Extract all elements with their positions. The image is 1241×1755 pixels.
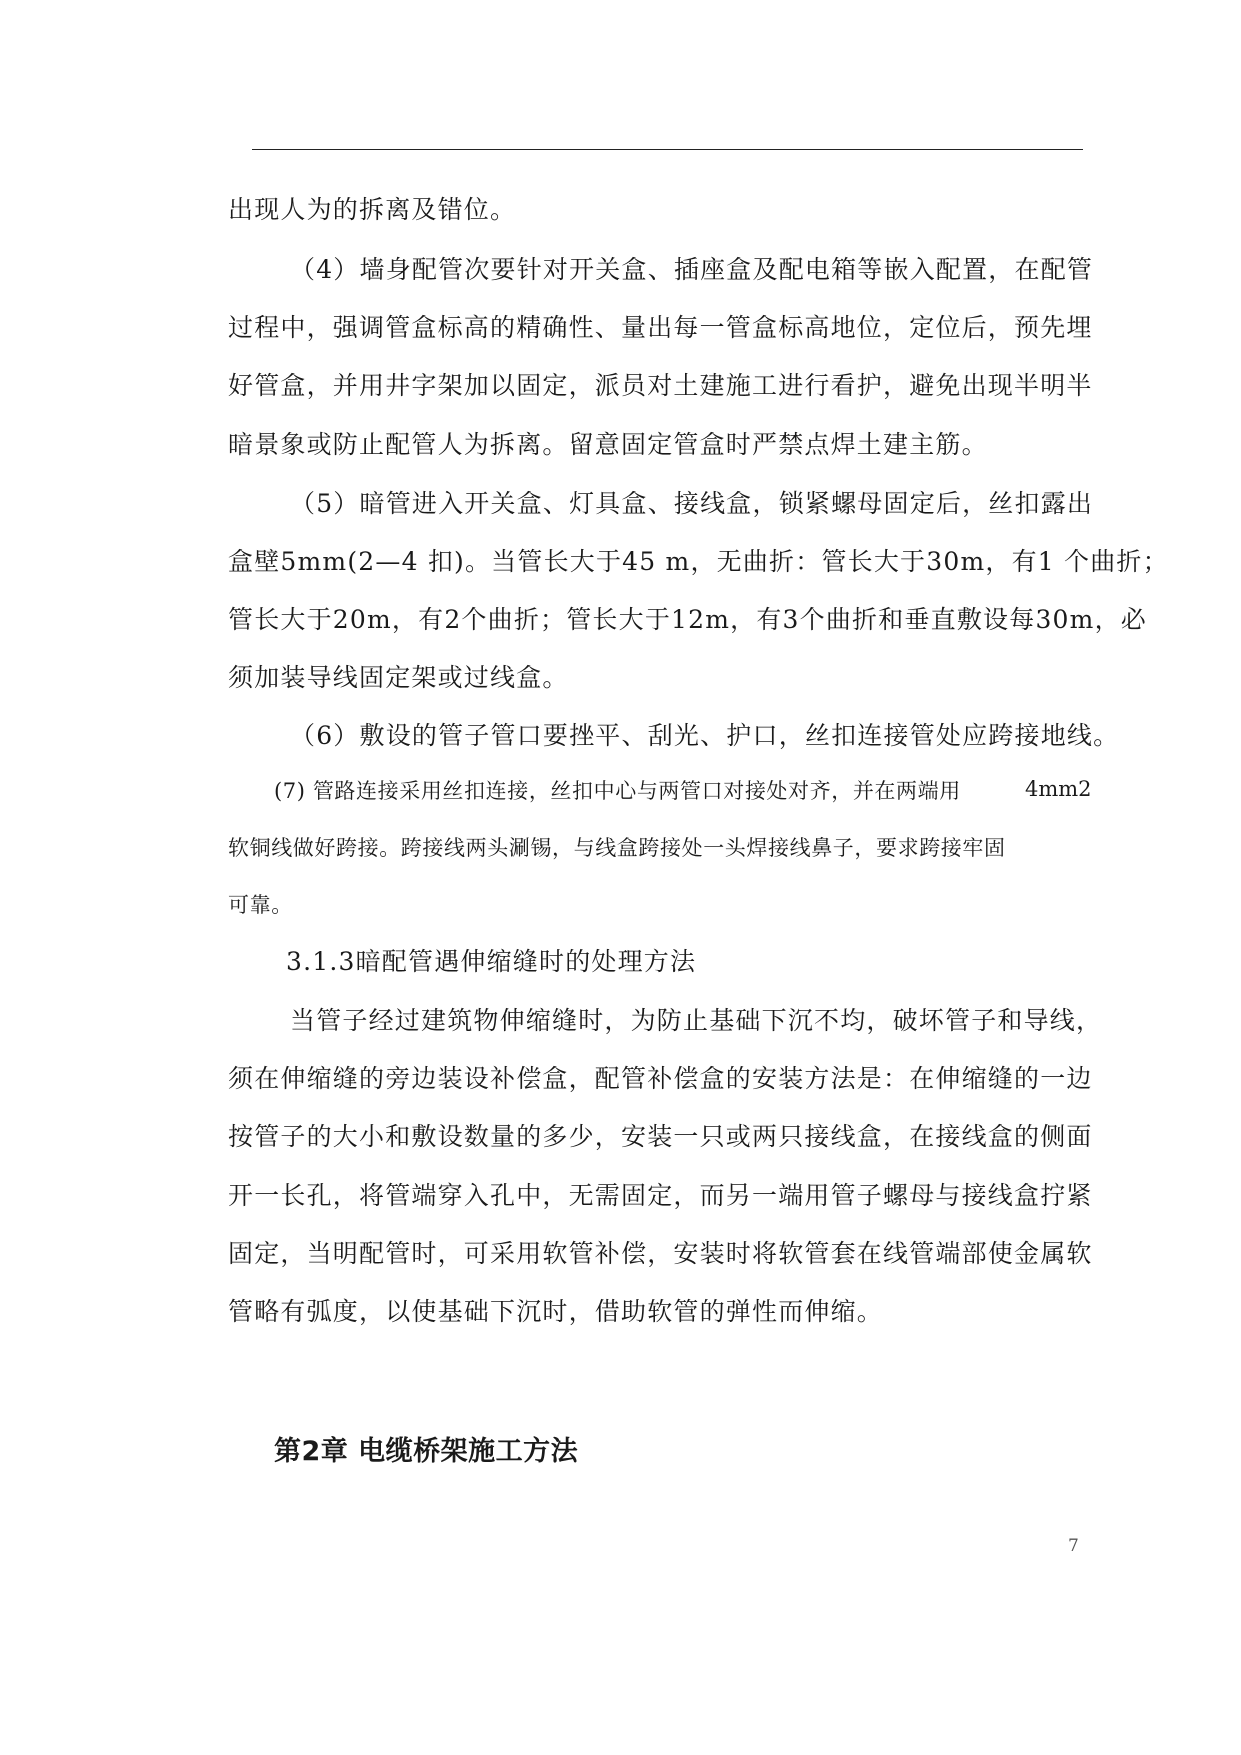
paragraph-line: （4）墙身配管次要针对开关盒、插座盒及配电箱等嵌入配置，在配管 xyxy=(290,255,1094,284)
paragraph-line: 可靠。 xyxy=(228,893,293,917)
paragraph-line: （5）暗管进入开关盒、灯具盒、接线盒，锁紧螺母固定后，丝扣露出 xyxy=(290,489,1094,518)
paragraph-line: 管长大于20m，有2个曲折；管长大于12m，有3个曲折和垂直敷设每30m，必 xyxy=(228,605,1147,634)
paragraph-line: （6）敷设的管子管口要挫平、刮光、护口，丝扣连接管处应跨接地线。 xyxy=(290,721,1120,750)
paragraph-line: 按管子的大小和敷设数量的多少，安装一只或两只接线盒，在接线盒的侧面 xyxy=(228,1122,1093,1151)
paragraph-line: 软铜线做好跨接。跨接线两头涮锡，与线盒跨接处一头焊接线鼻子，要求跨接牢固 xyxy=(228,836,1006,860)
paragraph-line: 暗景象或防止配管人为拆离。留意固定管盒时严禁点焊土建主筋。 xyxy=(228,430,988,459)
paragraph-line: 固定，当明配管时，可采用软管补偿，安装时将软管套在线管端部使金属软 xyxy=(228,1239,1093,1268)
paragraph-line: 开一长孔，将管端穿入孔中，无需固定，而另一端用管子螺母与接线盒拧紧 xyxy=(228,1181,1093,1210)
paragraph-line: 过程中，强调管盒标高的精确性、量出每一管盒标高地位，定位后，预先埋 xyxy=(228,313,1093,342)
paragraph-line: (7) 管路连接采用丝扣连接，丝扣中心与两管口对接处对齐，并在两端用 xyxy=(274,779,961,803)
paragraph-line: 盒壁5mm(2—4 扣)。当管长大于45 m，无曲折：管长大于30m，有1 个曲折； xyxy=(228,547,1169,576)
paragraph-line: 好管盒，并用井字架加以固定，派员对土建施工进行看护，避免出现半明半 xyxy=(228,371,1093,400)
paragraph-line: 出现人为的拆离及错位。 xyxy=(228,195,517,224)
paragraph-line: 须加装导线固定架或过线盒。 xyxy=(228,663,569,692)
paragraph-line: 须在伸缩缝的旁边装设补偿盒，配管补偿盒的安装方法是：在伸缩缝的一边 xyxy=(228,1064,1093,1093)
header-rule xyxy=(252,149,1083,150)
paragraph-line: 管略有弧度，以使基础下沉时，借助软管的弹性而伸缩。 xyxy=(228,1297,884,1326)
overlap-text: 4mm2 xyxy=(1025,777,1092,801)
chapter-heading: 第2章 电缆桥架施工方法 xyxy=(274,1436,579,1467)
paragraph-line: 当管子经过建筑物伸缩缝时，为防止基础下沉不均，破坏管子和导线， xyxy=(290,1006,1103,1035)
page-number: 7 xyxy=(1068,1536,1079,1556)
subsection-heading: 3.1.3暗配管遇伸缩缝时的处理方法 xyxy=(286,947,697,976)
